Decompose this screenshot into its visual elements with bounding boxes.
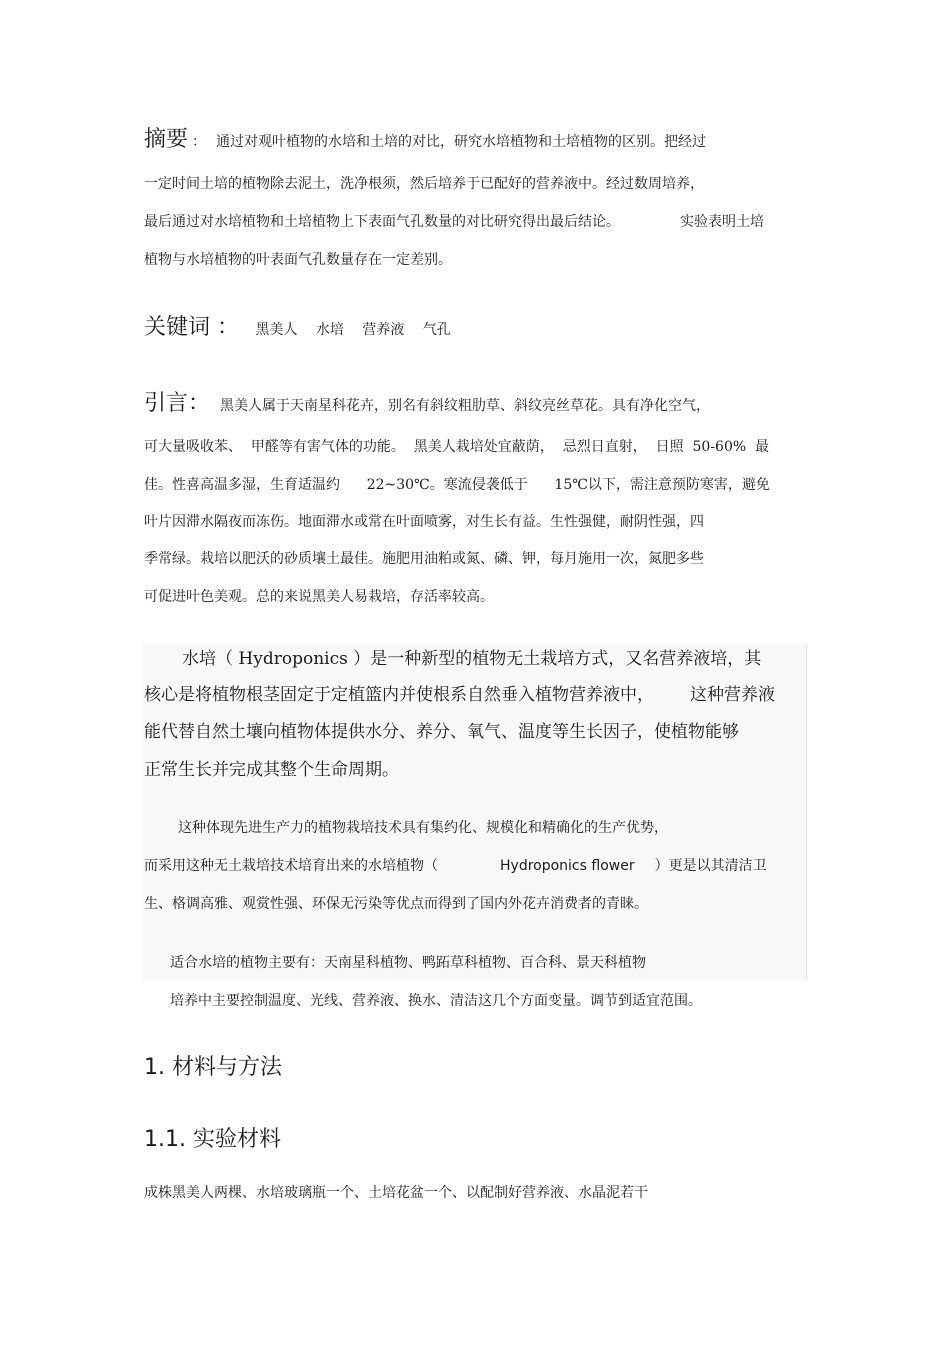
intro-line-3: 佳。性喜高温多湿，生育适温约 22~30℃。寒流侵袭低于 15℃以下，需注意预防寒害，避免 xyxy=(144,477,770,493)
suitable-line-1: 适合水培的植物主要有：天南星科植物、鸭跖草科植物、百合科、景天科植物 xyxy=(170,955,646,971)
abstract-text-3b: 实验表明土培 xyxy=(680,214,764,230)
adv-text-2: 而采用这种无土栽培技术培育出来的水培植物（ xyxy=(144,858,438,874)
section-1-title: 1. 材料与方法 xyxy=(144,1055,282,1080)
intro-line-6: 可促进叶色美观。总的来说黑美人易栽培，存活率较高。 xyxy=(144,589,494,605)
hydro-text-2: 核心是将植物根茎固定于定植篮内并使根系自然垂入植物营养液中， xyxy=(144,685,654,705)
keyword-item: 水培 xyxy=(315,322,344,338)
intro-line-2: 可大量吸收苯、 甲醛等有害气体的功能。 黑美人栽培处宜蔽荫， 忌烈日直射， 日照 50-60% 最 xyxy=(144,439,770,455)
materials-text: 成株黑美人两棵、水培玻璃瓶一个、土培花盆一个、以配制好营养液、水晶泥若干 xyxy=(144,1185,648,1201)
abstract-line-1 xyxy=(144,127,707,152)
adv-text-2c: ）更是以其清洁卫 xyxy=(654,858,767,874)
intro-line-1 xyxy=(144,391,711,416)
hydro-line-3: 能代替自然土壤向植物体提供水分、养分、氧气、温度等生长因子，使植物能够 xyxy=(144,722,739,742)
adv-line-1: 这种体现先进生产力的植物栽培技术具有集约化、规模化和精确化的生产优势， xyxy=(178,820,668,836)
hydro-line-4: 正常生长并完成其整个生命周期。 xyxy=(144,760,399,780)
suitable-line-2: 培养中主要控制温度、光线、营养液、换水、清洁这几个方面变量。调节到适宜范围。 xyxy=(170,993,702,1009)
intro-label: 引言： xyxy=(144,391,211,416)
abstract-colon: ： xyxy=(192,134,207,150)
keyword-item: 黑美人 xyxy=(255,322,298,338)
adv-term: Hydroponics flower xyxy=(500,858,635,874)
abstract-text-1: 通过对观叶植物的水培和土培的对比，研究水培植物和土培植物的区别。把经过 xyxy=(216,134,707,150)
intro-line-4: 叶片因滞水隔夜而冻伤。地面滞水或常在叶面喷雾，对生长有益。生性强健，耐阴性强，四 xyxy=(144,514,704,530)
hydro-line-2 xyxy=(144,683,775,707)
abstract-line-4: 植物与水培植物的叶表面气孔数量存在一定差别。 xyxy=(144,252,452,268)
keyword-item: 气孔 xyxy=(422,322,451,338)
abstract-line-3 xyxy=(144,212,764,232)
hydro-text-2b: 这种营养液 xyxy=(690,685,775,705)
adv-line-2 xyxy=(144,856,767,876)
adv-line-3: 生、格调高雅、观赏性强、环保无污染等优点而得到了国内外花卉消费者的青睐。 xyxy=(144,896,648,912)
intro-text-1: 黑美人属于天南星科花卉，别名有斜纹粗肋草、斜纹亮丝草花。具有净化空气， xyxy=(220,398,711,414)
abstract-line-2: 一定时间土培的植物除去泥土，洗净根须，然后培养于已配好的营养液中。经过数周培养， xyxy=(144,176,704,192)
section-1-1-title: 1.1. 实验材料 xyxy=(144,1127,281,1152)
abstract-text-3: 最后通过对水培植物和土培植物上下表面气孔数量的对比研究得出最后结论。 xyxy=(144,214,620,230)
abstract-label: 摘要 xyxy=(144,127,189,152)
keywords-line xyxy=(144,315,451,340)
keyword-item: 营养液 xyxy=(362,322,405,338)
keywords-label: 关键词 ： xyxy=(144,315,239,340)
intro-line-5: 季常绿。栽培以肥沃的砂质壤土最佳。施肥用油粕或氮、磷、钾，每月施用一次，氮肥多些 xyxy=(144,551,704,567)
hydro-line-1: 水培（ Hydroponics ）是一种新型的植物无土栽培方式，又名营养液培，其 xyxy=(182,649,762,669)
